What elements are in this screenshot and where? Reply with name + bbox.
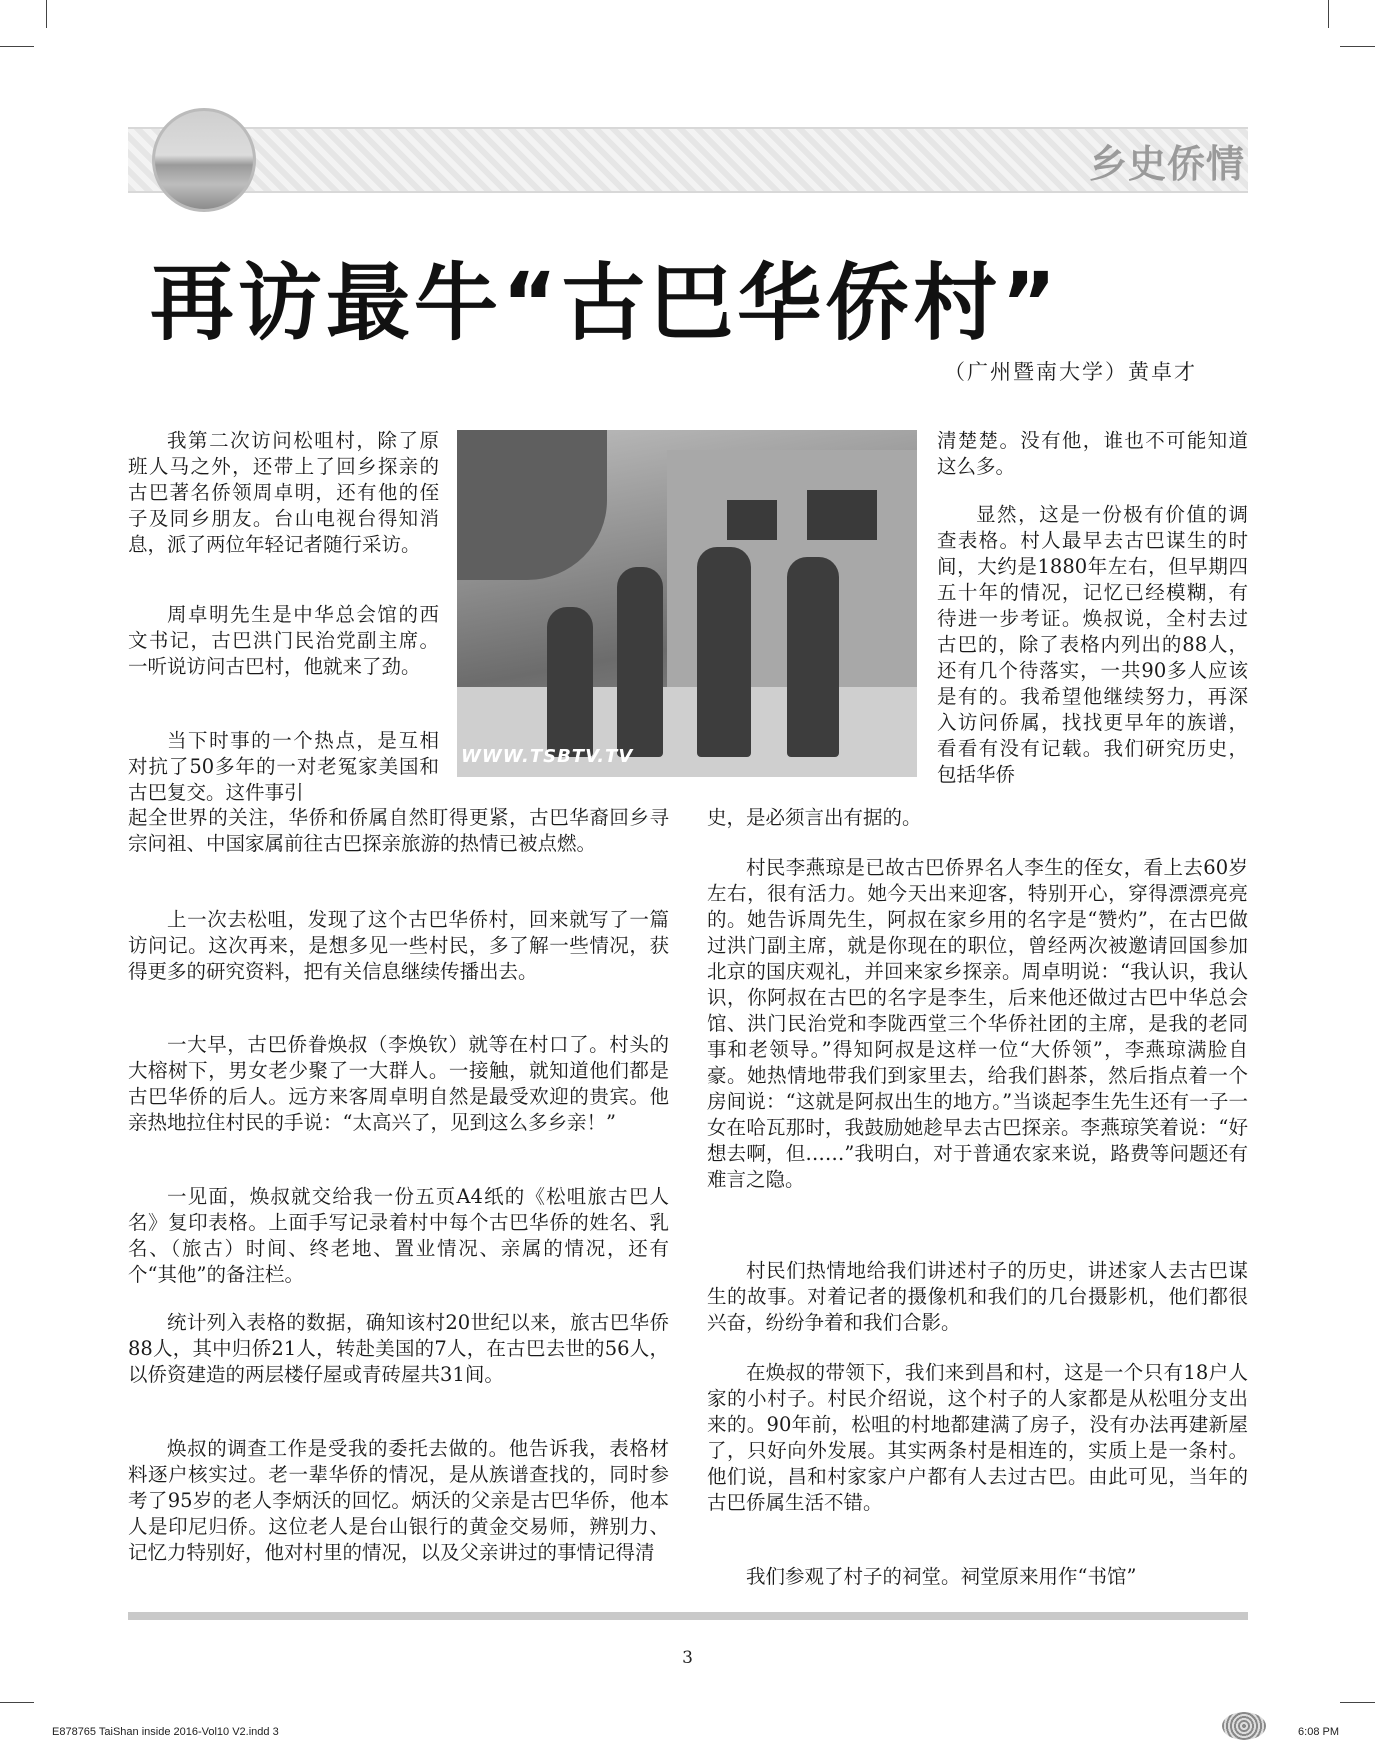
crop-mark xyxy=(1340,46,1375,47)
paragraph: 统计列入表格的数据，确知该村20世纪以来，旅古巴华侨88人，其中归侨21人，转赴美国的7人，在古巴去世的56人，以侨资建造的两层楼仔屋或青砖屋共31间。 xyxy=(128,1311,669,1386)
tree-shape xyxy=(457,430,607,580)
paragraph: 上一次去松咀，发现了这个古巴华侨村，回来就写了一篇访问记。这次再来，是想多见一些村民，多了解一些情况，获得更多的研究资料，把有关信息继续传播出去。 xyxy=(128,908,669,983)
person-figure xyxy=(697,547,751,757)
photo-watermark: WWW.TSBTV.TV xyxy=(461,746,634,767)
section-banner xyxy=(128,127,1248,193)
landscape-medallion xyxy=(152,108,256,212)
paragraph: 史，是必须言出有据的。 xyxy=(707,806,922,829)
crop-mark xyxy=(0,46,34,47)
paragraph: 一大早，古巴侨眷焕叔（李焕钦）就等在村口了。村头的大榕树下，男女老少聚了一大群人。一接触，就知道他们都是古巴华侨的后人。远方来客周卓明自然是最受欢迎的贵宾。他亲热地拉住村民的手说：“太高兴了，见到这么多乡亲！” xyxy=(128,1033,669,1134)
print-time: 6:08 PM xyxy=(1298,1726,1339,1738)
article-photo xyxy=(457,430,917,777)
paragraph: 一见面，焕叔就交给我一份五页A4纸的《松咀旅古巴人名》复印表格。上面手写记录着村中每个古巴华侨的姓名、乳名、（旅古）时间、终老地、置业情况、亲属的情况，还有个“其他”的备注栏。 xyxy=(128,1185,669,1286)
person-figure xyxy=(547,607,593,757)
byline: （广州暨南大学）黄卓才 xyxy=(944,360,1197,384)
print-slug: E878765 TaiShan inside 2016-Vol10 V2.indd 3 xyxy=(52,1726,279,1738)
publisher-logo-icon xyxy=(1222,1712,1266,1740)
window-shape xyxy=(727,500,777,540)
paragraph: 村民们热情地给我们讲述村子的历史，讲述家人去古巴谋生的故事。对着记者的摄像机和我们的几台摄影机，他们都很兴奋，纷纷争着和我们合影。 xyxy=(707,1259,1248,1334)
page-number: 3 xyxy=(682,1648,693,1668)
paragraph: 在焕叔的带领下，我们来到昌和村，这是一个只有18户人家的小村子。村民介绍说，这个村子的人家都是从松咀分支出来的。90年前，松咀的村地都建满了房子，没有办法再建新屋了，只好向外发展。其实两条村是相连的，实质上是一条村。他们说，昌和村家家户户都有人去过古巴。由此可见，当年的古巴侨属生活不错。 xyxy=(707,1361,1248,1514)
paragraph: 焕叔的调查工作是受我的委托去做的。他告诉我，表格材料逐户核实过。老一辈华侨的情况，是从族谱查找的，同时参考了95岁的老人李炳沃的回忆。炳沃的父亲是古巴华侨，他本人是印尼归侨。这位老人是台山银行的黄金交易师，辨别力、记忆力特别好，他对村里的情况，以及父亲讲过的事情记得清 xyxy=(128,1437,669,1564)
paragraph: 我们参观了村子的祠堂。祠堂原来用作“书馆” xyxy=(746,1565,1137,1588)
paragraph: 显然，这是一份极有价值的调查表格。村人最早去古巴谋生的时间，大约是1880年左右，但早期四五十年的情况，记忆已经模糊，有待进一步考证。焕叔说，全村去过古巴的，除了表格内列出的88人，还有几个待落实，一共90多人应该是有的。我希望他继续努力，再深入访问侨属，找找更早年的族谱，看看有没有记载。我们研究历史，包括华侨 xyxy=(937,503,1248,786)
paragraph: 当下时事的一个热点，是互相对抗了50多年的一对老冤家美国和古巴复交。这件事引 xyxy=(128,729,439,804)
person-figure xyxy=(617,567,663,757)
paragraph: 周卓明先生是中华总会馆的西文书记，古巴洪门民治党副主席。一听说访问古巴村，他就来了劲。 xyxy=(128,603,439,678)
crop-mark xyxy=(0,1702,34,1703)
crop-mark xyxy=(1340,1702,1375,1703)
paragraph: 清楚楚。没有他，谁也不可能知道这么多。 xyxy=(937,429,1248,478)
footer-rule xyxy=(128,1612,1248,1620)
crop-mark xyxy=(46,0,47,28)
paragraph: 我第二次访问松咀村，除了原班人马之外，还带上了回乡探亲的古巴著名侨领周卓明，还有他的侄子及同乡朋友。台山电视台得知消息，派了两位年轻记者随行采访。 xyxy=(128,429,439,556)
crop-mark xyxy=(1328,0,1329,28)
paragraph: 村民李燕琼是已故古巴侨界名人李生的侄女，看上去60岁左右，很有活力。她今天出来迎客，特别开心，穿得漂漂亮亮的。她告诉周先生，阿叔在家乡用的名字是“赞灼”，在古巴做过洪门副主席，就是你现在的职位，曾经两次被邀请回国参加北京的国庆观礼，并回来家乡探亲。周卓明说：“我认识，我认识，你阿叔在古巴的名字是李生，后来他还做过古巴中华总会馆、洪门民治党和李陇西堂三个华侨社团的主席，是我的老同事和老领导。”得知阿叔是这样一位“大侨领”，李燕琼满脸自豪。她热情地带我们到家里去，给我们斟茶，然后指点着一个房间说：“这就是阿叔出生的地方。”当谈起李生先生还有一子一女在哈瓦那时，我鼓励她趁早去古巴探亲。李燕琼笑着说：“好想去啊，但……”我明白，对于普通农家来说，路费等问题还有难言之隐。 xyxy=(707,856,1248,1191)
paragraph: 起全世界的关注，华侨和侨属自然盯得更紧，古巴华裔回乡寻宗问祖、中国家属前往古巴探亲旅游的热情已被点燃。 xyxy=(128,806,669,855)
person-figure xyxy=(787,557,839,757)
article-title: 再访最牛“古巴华侨村” xyxy=(150,254,1061,352)
window-shape xyxy=(807,490,877,540)
section-tag: 乡史侨情 xyxy=(1088,142,1245,186)
